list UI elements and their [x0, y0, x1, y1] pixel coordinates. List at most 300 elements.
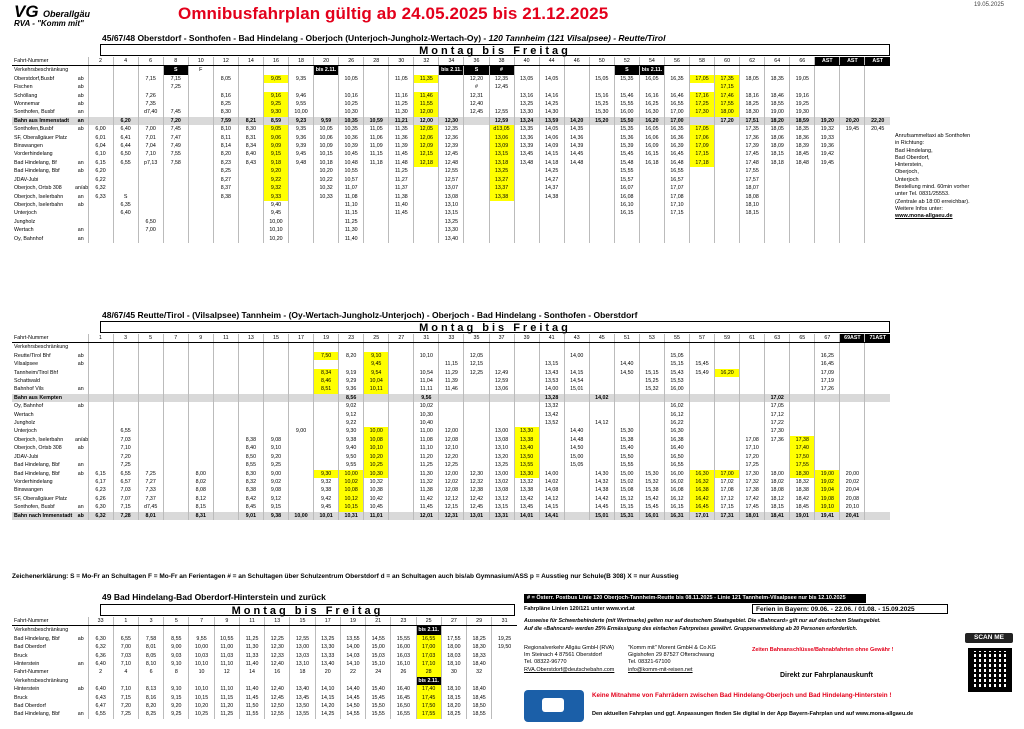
- departure-time: 12,59: [489, 377, 514, 385]
- departure-time: [790, 427, 815, 435]
- departure-time: [815, 75, 840, 83]
- departure-time: [289, 235, 314, 243]
- departure-time: [213, 218, 238, 226]
- departure-time: [765, 209, 790, 217]
- departure-time: [238, 201, 263, 209]
- departure-time: [138, 402, 163, 410]
- departure-time: [391, 677, 416, 685]
- departure-time: 6,40: [113, 209, 138, 217]
- departure-time: [289, 83, 314, 91]
- trip-number: 54: [639, 57, 664, 66]
- stop-name: Fahrt-Nummer: [12, 334, 74, 343]
- departure-time: 13,20: [489, 453, 514, 461]
- rva-email-link[interactable]: RVA.Oberstdorf@deutschebahn.com: [524, 666, 615, 673]
- departure-time: [163, 427, 188, 435]
- ab-an-marker: an: [77, 711, 84, 718]
- trip-number: 21: [366, 617, 391, 626]
- departure-time: 19,33: [815, 134, 840, 142]
- departure-time: [514, 226, 539, 234]
- departure-time: [614, 385, 639, 393]
- departure-time: 13,30: [315, 643, 340, 651]
- departure-time: 6,20: [113, 117, 138, 125]
- departure-time: 12,35: [489, 75, 514, 83]
- bayern-fahrplan-logo-icon: [524, 690, 584, 722]
- departure-time: 18,15: [765, 503, 790, 511]
- departure-time: [564, 226, 589, 234]
- departure-time: 10,45: [364, 503, 389, 511]
- trip-number: 33: [88, 617, 113, 626]
- stop-name: Fahrt-Nummer: [12, 617, 74, 626]
- departure-time: 8,02: [188, 478, 213, 486]
- departure-time: [364, 235, 389, 243]
- departure-time: [389, 360, 414, 368]
- departure-time: [690, 453, 715, 461]
- departure-time: 20: [315, 668, 340, 676]
- departure-time: [815, 394, 840, 402]
- departure-time: [492, 626, 517, 635]
- departure-time: [88, 453, 113, 461]
- departure-time: [113, 626, 138, 635]
- departure-time: 11,55: [414, 100, 439, 108]
- side-note-line: Unterjoch: [895, 176, 919, 183]
- departure-time: [163, 503, 188, 511]
- departure-time: [113, 75, 138, 83]
- trip-number: 46: [564, 57, 589, 66]
- departure-time: [840, 369, 865, 377]
- stop-name: SF, Oberallgäuer Platz: [14, 134, 67, 141]
- departure-time: [113, 343, 138, 352]
- departure-time: [188, 125, 213, 133]
- departure-time: [138, 83, 163, 91]
- departure-time: [163, 201, 188, 209]
- departure-time: [840, 235, 865, 243]
- departure-time: 11,50: [239, 702, 264, 710]
- departure-time: [740, 83, 765, 91]
- departure-time: [815, 419, 840, 427]
- departure-time: [639, 201, 664, 209]
- departure-time: [539, 226, 564, 234]
- departure-time: [865, 461, 890, 469]
- departure-time: [765, 176, 790, 184]
- mona-link[interactable]: www.mona-allgaeu.de: [895, 213, 953, 220]
- departure-time: [441, 626, 466, 635]
- trip-number: 45: [589, 334, 614, 343]
- side-note-line: (Zentrale ab 18:00 erreichbar).: [895, 198, 970, 205]
- departure-time: 17,40: [416, 685, 441, 693]
- departure-time: [790, 402, 815, 410]
- departure-time: [238, 394, 263, 402]
- departure-time: [88, 402, 113, 410]
- departure-time: 9,59: [314, 117, 339, 125]
- table-row: [12, 176, 890, 184]
- departure-time: [514, 394, 539, 402]
- departure-time: 10,25: [339, 100, 364, 108]
- departure-time: 8,31: [238, 134, 263, 142]
- departure-time: [639, 352, 664, 360]
- departure-time: 14,30: [589, 470, 614, 478]
- stop-name: Unterjoch: [14, 210, 37, 217]
- departure-time: [238, 377, 263, 385]
- departure-time: 18,09: [765, 142, 790, 150]
- departure-time: [865, 75, 890, 83]
- departure-time: 8,20: [213, 150, 238, 158]
- departure-time: [865, 369, 890, 377]
- departure-time: [88, 369, 113, 377]
- departure-time: 16: [265, 668, 290, 676]
- departure-time: [690, 394, 715, 402]
- departure-time: 9,06: [263, 134, 288, 142]
- departure-time: [364, 226, 389, 234]
- table-row: [12, 83, 890, 91]
- departure-time: [289, 461, 314, 469]
- departure-time: 11,45: [414, 503, 439, 511]
- departure-time: 8,30: [238, 470, 263, 478]
- departure-time: 4: [113, 668, 138, 676]
- departure-time: [188, 360, 213, 368]
- departure-time: [213, 385, 238, 393]
- departure-time: 18,48: [790, 159, 815, 167]
- departure-time: [263, 411, 288, 419]
- departure-time: 7,00: [113, 643, 138, 651]
- departure-time: 10,10: [364, 444, 389, 452]
- departure-time: 16,31: [664, 512, 689, 520]
- departure-time: 13,50: [290, 702, 315, 710]
- departure-time: 9,50: [339, 453, 364, 461]
- departure-time: 17,08: [715, 486, 740, 494]
- departure-time: [715, 134, 740, 142]
- trip-number: 41: [539, 334, 564, 343]
- stop-name: Vilsalpsee: [14, 361, 39, 368]
- departure-time: 8,42: [238, 495, 263, 503]
- departure-time: 15,15: [614, 503, 639, 511]
- departure-time: 12,02: [439, 478, 464, 486]
- departure-time: [314, 453, 339, 461]
- departure-time: [740, 218, 765, 226]
- departure-time: 17,00: [715, 470, 740, 478]
- departure-time: [815, 226, 840, 234]
- table-row: [12, 201, 890, 209]
- departure-time: 13,25: [514, 100, 539, 108]
- departure-time: 17,50: [416, 702, 441, 710]
- departure-time: [239, 626, 264, 635]
- departure-time: [113, 352, 138, 360]
- departure-time: [539, 352, 564, 360]
- trip-number: 53: [639, 334, 664, 343]
- trip-number: 11: [239, 617, 264, 626]
- departure-time: [765, 377, 790, 385]
- departure-time: [489, 402, 514, 410]
- departure-time: 9,00: [289, 427, 314, 435]
- departure-time: 15,36: [614, 134, 639, 142]
- departure-time: [690, 209, 715, 217]
- departure-time: 16,36: [664, 134, 689, 142]
- qr-code-icon[interactable]: [968, 648, 1012, 692]
- departure-time: [88, 385, 113, 393]
- departure-time: 9,54: [364, 369, 389, 377]
- departure-time: [238, 176, 263, 184]
- departure-time: [163, 512, 188, 520]
- departure-time: [163, 444, 188, 452]
- departure-time: 8,25: [213, 167, 238, 175]
- ab-an-marker: [74, 218, 88, 226]
- stop-name: Wonnemar: [14, 101, 40, 108]
- departure-time: [715, 201, 740, 209]
- departure-time: [289, 385, 314, 393]
- departure-time: 19,04: [815, 486, 840, 494]
- departure-time: 7,59: [213, 117, 238, 125]
- departure-time: [815, 453, 840, 461]
- trip-number: 5: [138, 334, 163, 343]
- ab-an-marker: ab: [77, 168, 84, 175]
- trip-number: 29: [467, 617, 492, 626]
- departure-time: 11,27: [389, 176, 414, 184]
- departure-time: [840, 108, 865, 116]
- departure-time: 15,25: [639, 377, 664, 385]
- table-row: [12, 486, 890, 494]
- departure-time: 15,53: [664, 377, 689, 385]
- departure-time: [414, 360, 439, 368]
- departure-time: [865, 66, 890, 75]
- departure-time: [740, 394, 765, 402]
- departure-time: [113, 394, 138, 402]
- table-row: [12, 652, 517, 660]
- departure-time: bis 2.11.: [416, 626, 441, 635]
- trip-number: 69AST: [840, 334, 865, 343]
- departure-time: 17,15: [664, 209, 689, 217]
- departure-time: [564, 360, 589, 368]
- departure-time: [514, 201, 539, 209]
- departure-time: 14,54: [564, 377, 589, 385]
- departure-time: 10,15: [314, 150, 339, 158]
- trip-number: 31: [414, 334, 439, 343]
- departure-time: 18,38: [790, 486, 815, 494]
- departure-time: 32: [467, 668, 492, 676]
- departure-time: [715, 453, 740, 461]
- trip-number: 32: [414, 57, 439, 66]
- departure-time: [690, 201, 715, 209]
- departure-time: [865, 486, 890, 494]
- table-row: [12, 694, 517, 702]
- departure-time: [364, 394, 389, 402]
- departure-time: [263, 419, 288, 427]
- departure-time: [589, 209, 614, 217]
- departure-time: 12,59: [489, 117, 514, 125]
- departure-time: [514, 343, 539, 352]
- address-rva: [524, 645, 614, 674]
- route-text-3: 49 Bad Hindelang-Bad Oberdorf-Hinterstein und zurück: [102, 592, 326, 602]
- ab-an-marker: ab: [77, 201, 84, 208]
- departure-time: [840, 394, 865, 402]
- departure-time: [539, 343, 564, 352]
- stop-name: Bad Oberdorf: [14, 644, 46, 651]
- departure-time: [239, 677, 264, 685]
- departure-time: [589, 235, 614, 243]
- ausweis-note-2: Auf die «Bahncard» werden 25% Ermässigung des einfachen Fahrpreises gewährt. Gruppenanmeldung ab 20 Personen erforderlich.: [524, 626, 858, 632]
- departure-time: [138, 419, 163, 427]
- departure-time: [414, 176, 439, 184]
- departure-time: 10,42: [364, 495, 389, 503]
- departure-time: [467, 677, 492, 685]
- departure-time: [163, 218, 188, 226]
- departure-time: [514, 369, 539, 377]
- departure-time: 16,25: [815, 352, 840, 360]
- departure-time: [238, 360, 263, 368]
- departure-time: [589, 150, 614, 158]
- departure-time: 18,10: [740, 201, 765, 209]
- departure-time: 14,20: [315, 702, 340, 710]
- departure-time: 15,03: [366, 652, 391, 660]
- departure-time: 11,15: [439, 360, 464, 368]
- departure-time: [840, 142, 865, 150]
- departure-time: [214, 626, 239, 635]
- departure-time: 13,40: [315, 660, 340, 668]
- ab-an-marker: ab: [77, 403, 84, 410]
- departure-time: 12,15: [464, 360, 489, 368]
- departure-time: [414, 184, 439, 192]
- departure-time: 6,17: [88, 478, 113, 486]
- departure-time: 18,30: [467, 643, 492, 651]
- departure-time: 8,43: [238, 159, 263, 167]
- stop-name: Oberjoch, Iselerbahn: [14, 436, 64, 443]
- departure-time: 17,42: [740, 495, 765, 503]
- departure-time: 11,15: [339, 209, 364, 217]
- departure-time: [88, 677, 113, 685]
- ab-an-marker: an: [77, 109, 84, 116]
- departure-time: 16,20: [715, 369, 740, 377]
- departure-time: [389, 411, 414, 419]
- ab-an-marker: [74, 343, 88, 352]
- departure-time: 13,06: [489, 385, 514, 393]
- departure-time: [389, 436, 414, 444]
- departure-time: 10,20: [364, 453, 389, 461]
- departure-time: 15,38: [614, 436, 639, 444]
- departure-time: 9,15: [263, 503, 288, 511]
- departure-time: [514, 360, 539, 368]
- departure-time: [314, 218, 339, 226]
- departure-time: [138, 436, 163, 444]
- departure-time: [439, 343, 464, 352]
- departure-time: 11,30: [389, 108, 414, 116]
- ab-an-marker: [74, 57, 88, 66]
- departure-time: [564, 176, 589, 184]
- departure-time: [865, 343, 890, 352]
- departure-time: [639, 209, 664, 217]
- departure-time: [464, 209, 489, 217]
- departure-time: 16,45: [664, 150, 689, 158]
- departure-time: [564, 512, 589, 520]
- departure-time: [489, 209, 514, 217]
- departure-time: [238, 100, 263, 108]
- stop-name: Oberstdorf,Busbf: [14, 75, 55, 82]
- departure-time: 11,37: [389, 184, 414, 192]
- departure-time: [865, 92, 890, 100]
- departure-time: [790, 352, 815, 360]
- departure-time: 10,55: [339, 167, 364, 175]
- departure-time: [840, 436, 865, 444]
- departure-time: [589, 125, 614, 133]
- departure-time: [715, 461, 740, 469]
- ab-an-marker: an: [77, 235, 84, 242]
- departure-time: 10,16: [339, 92, 364, 100]
- departure-time: [715, 167, 740, 175]
- departure-time: [840, 352, 865, 360]
- departure-time: [840, 385, 865, 393]
- departure-time: 15,43: [664, 369, 689, 377]
- departure-time: [840, 75, 865, 83]
- departure-time: 17,36: [740, 134, 765, 142]
- departure-time: 6,10: [88, 150, 113, 158]
- departure-time: 19,16: [790, 92, 815, 100]
- departure-time: [88, 108, 113, 116]
- departure-time: [138, 117, 163, 125]
- departure-time: [765, 235, 790, 243]
- departure-time: 8,25: [138, 710, 163, 718]
- departure-time: [238, 427, 263, 435]
- departure-time: 8,45: [238, 503, 263, 511]
- departure-time: 8,34: [238, 142, 263, 150]
- ab-an-marker: [74, 677, 88, 685]
- departure-time: 18,12: [765, 495, 790, 503]
- departure-time: [188, 142, 213, 150]
- stop-name: Binswangen: [14, 487, 43, 494]
- departure-time: [389, 478, 414, 486]
- departure-time: 11,03: [214, 652, 239, 660]
- departure-time: 11,05: [389, 75, 414, 83]
- departure-time: [840, 167, 865, 175]
- departure-time: 10,03: [189, 652, 214, 660]
- table-row: [12, 478, 890, 486]
- trip-number: AST: [865, 57, 890, 66]
- departure-time: [865, 436, 890, 444]
- departure-time: [464, 427, 489, 435]
- stop-name: Oy, Bahnhof: [14, 403, 44, 410]
- departure-time: 19,00: [815, 470, 840, 478]
- departure-time: 17,40: [790, 444, 815, 452]
- kommmit-email-link[interactable]: info@komm-mit-reisen.net: [628, 666, 693, 673]
- departure-time: [740, 66, 765, 75]
- stop-name: Oberjoch, Ortsb 308: [14, 445, 62, 452]
- departure-time: [690, 83, 715, 91]
- departure-time: [664, 235, 689, 243]
- departure-time: 15,57: [614, 176, 639, 184]
- departure-time: 6,32: [88, 512, 113, 520]
- departure-time: [213, 461, 238, 469]
- stop-name: Bad Hindelang, Bbf: [14, 635, 60, 642]
- stop-name: Sonthofen, Busbf: [14, 109, 55, 116]
- departure-time: 15,38: [639, 486, 664, 494]
- departure-time: 9,46: [289, 92, 314, 100]
- departure-time: 7,04: [138, 142, 163, 150]
- side-note-line: Hinterstein,: [895, 162, 923, 169]
- departure-time: 6,01: [88, 134, 113, 142]
- departure-time: [213, 66, 238, 75]
- departure-time: [88, 75, 113, 83]
- departure-time: 10,22: [314, 176, 339, 184]
- departure-time: [715, 184, 740, 192]
- departure-time: 13,06: [489, 134, 514, 142]
- departure-time: [639, 167, 664, 175]
- departure-time: 12,00: [414, 108, 439, 116]
- departure-time: [840, 193, 865, 201]
- departure-time: 16,55: [391, 710, 416, 718]
- departure-time: 7,35: [138, 100, 163, 108]
- departure-time: [740, 369, 765, 377]
- departure-time: [314, 411, 339, 419]
- departure-time: [765, 352, 790, 360]
- departure-time: 14,01: [514, 512, 539, 520]
- departure-time: [639, 193, 664, 201]
- ab-an-marker: an: [77, 227, 84, 234]
